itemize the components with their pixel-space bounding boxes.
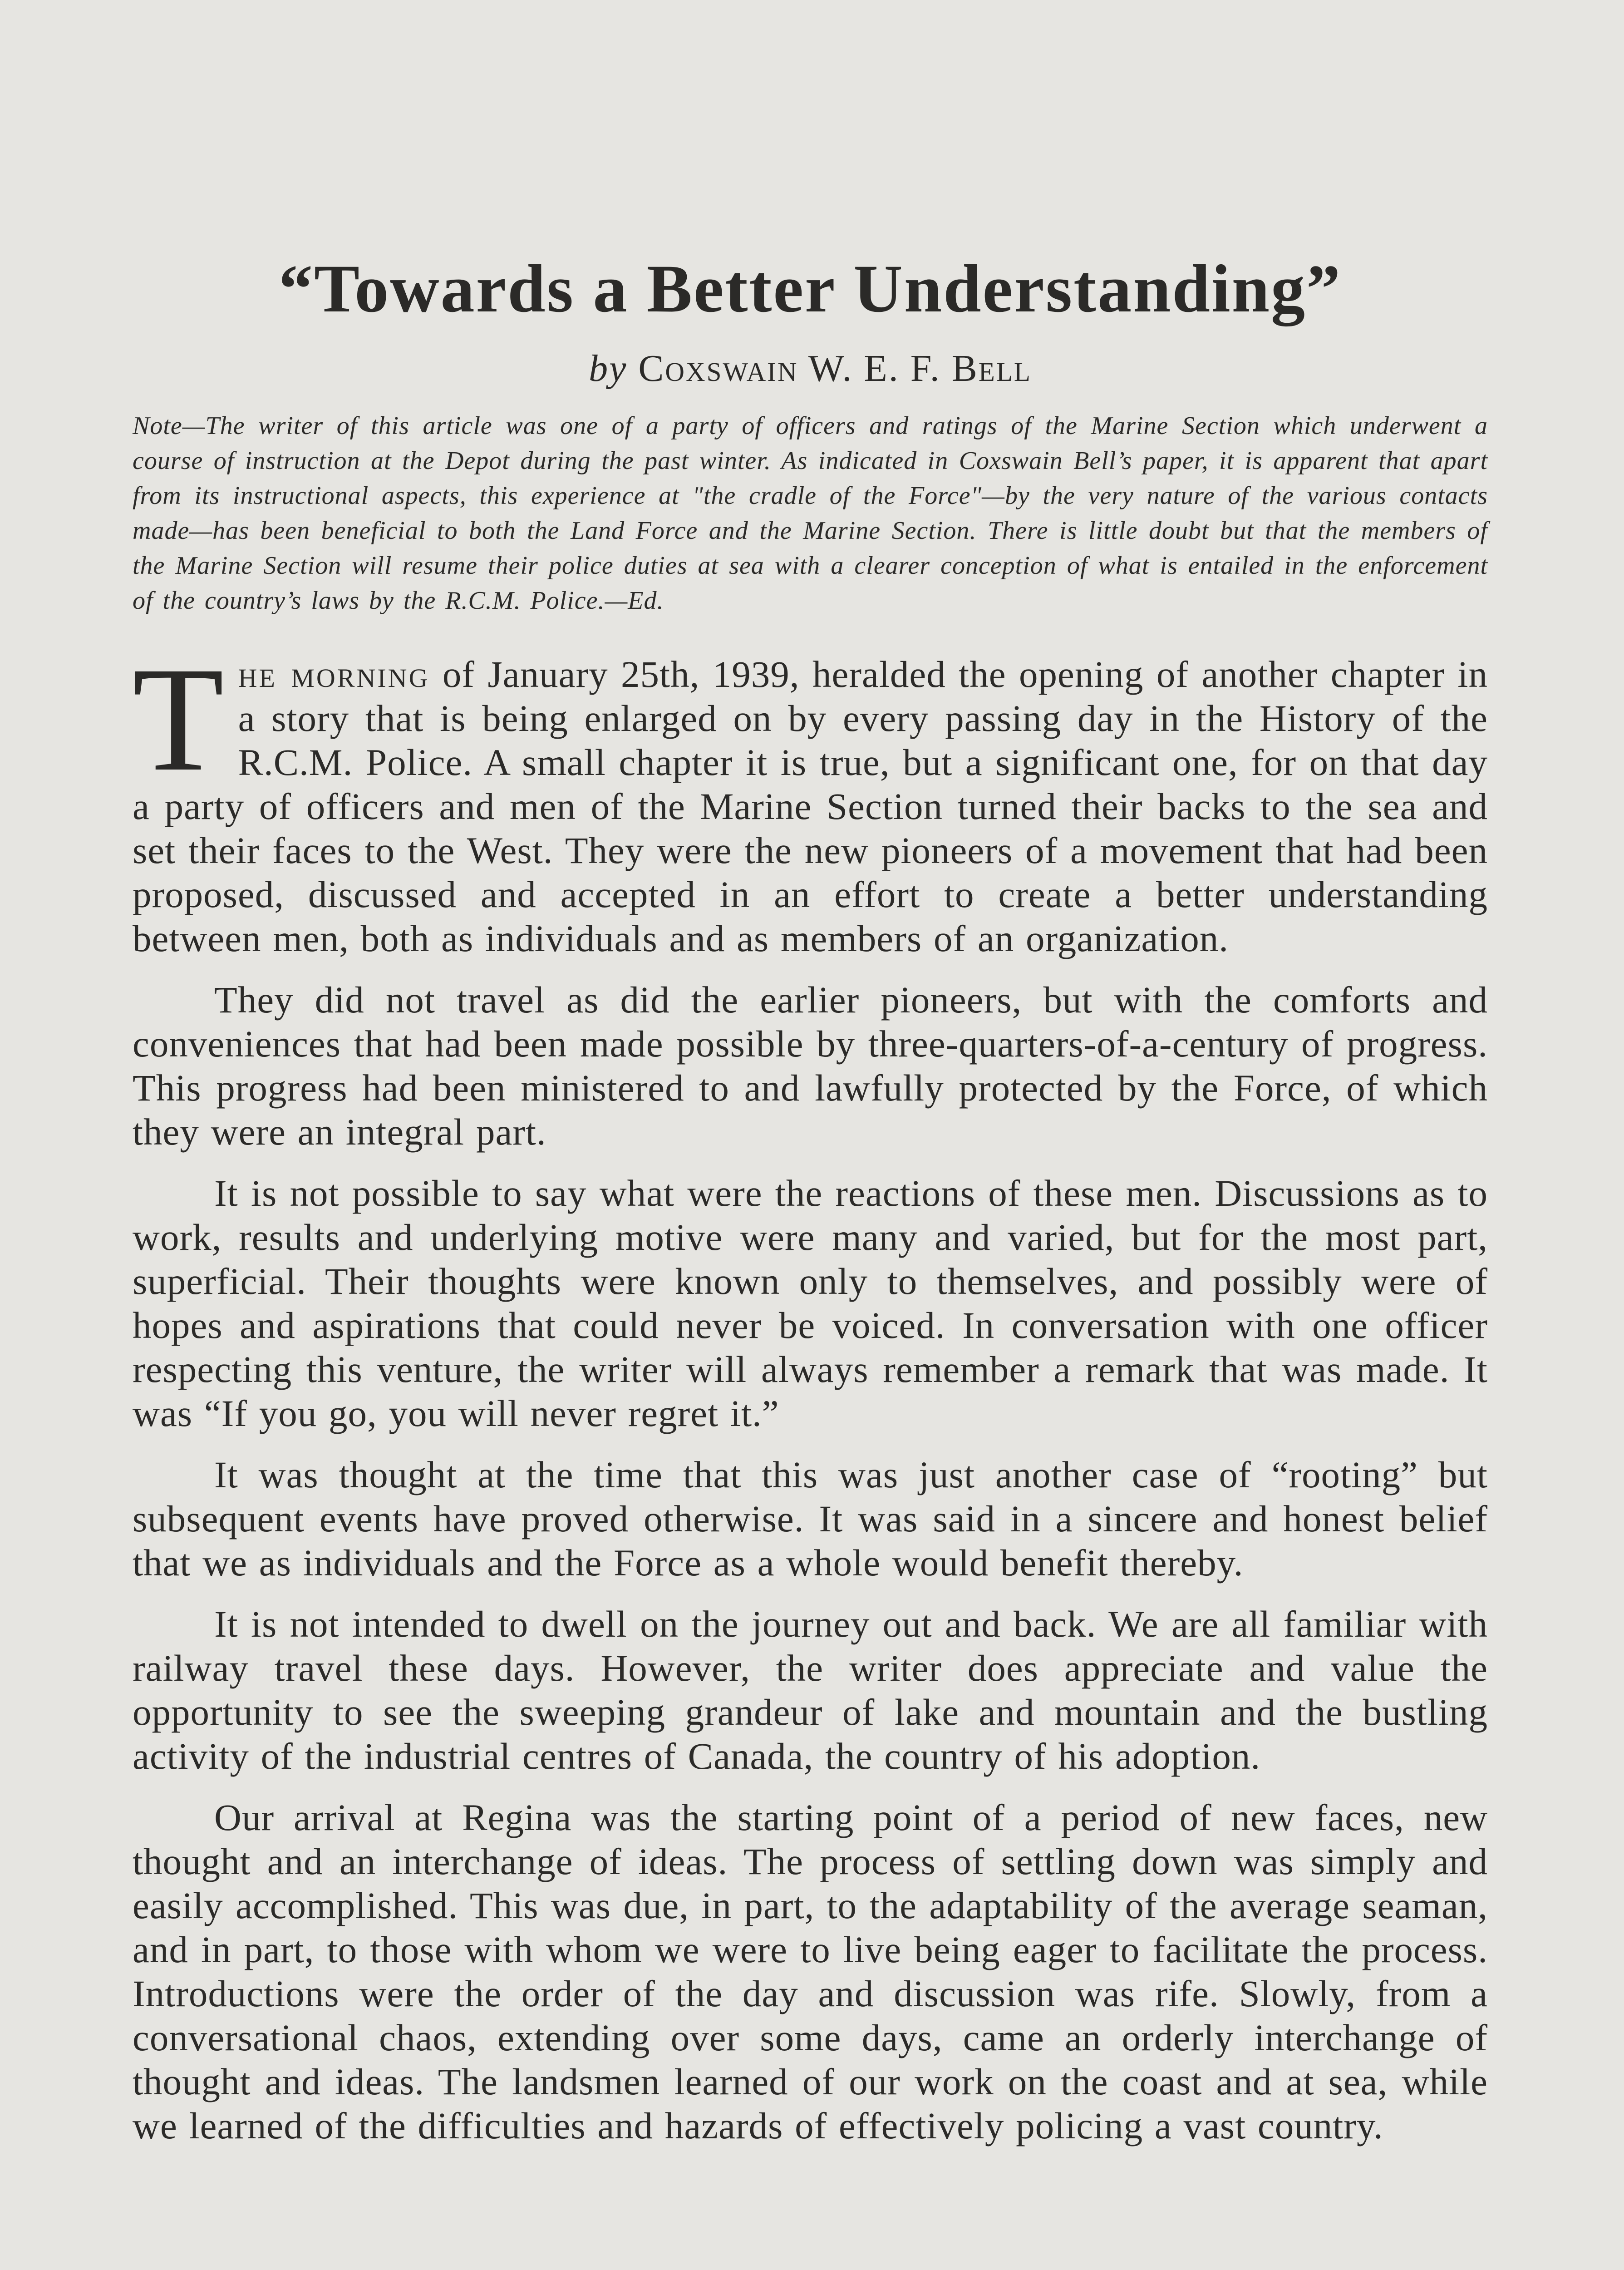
paragraph-5: It is not intended to dwell on the journey out and back. We are all familiar with railway travel these days. However, the writer does appreciate and value the opportunity to see the sweeping grandeur of lake and mountain and the bustling activity of the industrial centres of Canada, the country of his adoption. [133,1603,1488,1777]
article-title: “Towards a Better Understanding” [278,251,1342,326]
paragraph-6: Our arrival at Regina was the starting point of a period of new faces, new thought and an interchange of ideas. The process of settling down was simply and easily accomplished. This was due, in part, to the adaptability of the average seaman, and in part, to those with whom we were to live being eager to facilitate the process. Introductions were the order of the day and discussion was rife. Slowly, from a conversational chaos, extending over some days, came an orderly interchange of thought and ideas. The landsmen learned of our work on the coast and at sea, while we learned of the difficulties and hazards of effectively policing a vast country. [133,1796,1488,2147]
paragraph-3: It is not possible to say what were the reactions of these men. Discussions as to work, results and underlying motive were many and varied, but for the most part, superficial. Their thoughts were known only to themselves, and possibly were of hopes and aspirations that could never be voiced. In conversation with one officer respecting this venture, the writer will always remember a remark that was made. It was “If you go, you will never regret it.” [133,1172,1488,1434]
byline [133,346,1488,390]
article-body [133,636,1488,2148]
author-name: Coxswain W. E. F. Bell [638,347,1032,390]
paragraph-4: It was thought at the time that this was just another case of “rooting” but subsequent events have proved otherwise. It was said in a sincere and honest belief that we as individuals and the Force as a whole would benefit thereby. [133,1453,1488,1584]
paragraph-1-text: of January 25th, 1939, heralded the opening of another chapter in a story that is being enlarged on by every passing day in the History of the R.C.M. Police. A small chapter it is true, but a significant one, for on that day a party of officers and men of the Marine Section turned their backs to the sea and set their faces to the West. They were the new pioneers of a movement that had been proposed, discussed and accepted in an effort to create a better understanding between men, both as individuals and as members of an organization. [133,653,1488,959]
drop-cap: T [133,636,225,802]
paragraph-2: They did not travel as did the earlier pioneers, but with the comforts and conveniences that had been made possible by three-quarters-of-a-century of progress. This progress had been ministered to and lawfully protected by the Force, of which they were an integral part. [133,978,1488,1153]
editor-note: Note—The writer of this article was one of a party of officers and ratings of the Marine Section which underwent a course of instruction at the Depot during the past winter. As indicated in Coxswain Bell’s paper, it is apparent that apart from its instructional aspects, this experience at "the cradle of the Force"—by the very nature of the various contacts made—has been beneficial to both the Land Force and the Marine Section. There is little doubt but that the members of the Marine Section will resume their police duties at sea with a clearer conception of what is entailed in the enforcement of the country’s laws by the R.C.M. Police.—Ed. [133,411,1488,615]
byline-prefix: by [589,347,628,390]
paragraph-1 [133,636,1488,961]
lead-in-smallcaps: he morning [238,653,430,695]
